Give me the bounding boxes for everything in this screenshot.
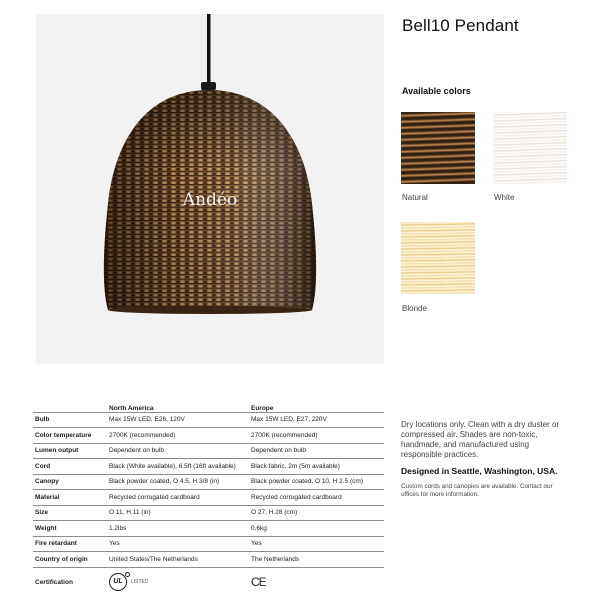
specifications-table [33, 398, 384, 597]
table-row [33, 443, 384, 459]
page-title: Bell10 Pendant [402, 16, 519, 35]
europe-value: The Netherlands [249, 552, 384, 568]
north-america-value: Black powder coated, O 4.5, H 3/8 (in) [107, 474, 249, 490]
table-row [33, 536, 384, 552]
europe-value: Recycled corrugated cardboard [249, 490, 384, 506]
europe-value: 2700K (recommended) [249, 428, 384, 444]
north-america-certification [107, 567, 249, 597]
north-america-value: Dependent on bulb [107, 443, 249, 459]
header-europe: Europe [251, 404, 274, 412]
row-label: Canopy [33, 474, 107, 490]
europe-value: Max 15W LED, E27, 220V [249, 412, 384, 428]
europe-certification [249, 567, 384, 597]
europe-value: Yes [249, 536, 384, 552]
row-label: Weight [33, 521, 107, 537]
table-row [33, 474, 384, 490]
north-america-value: Recycled corrugated cardboard [107, 490, 249, 506]
row-label: Material [33, 490, 107, 506]
table-row [33, 552, 384, 568]
row-label: Cord [33, 459, 107, 475]
north-america-value: 2700K (recommended) [107, 428, 249, 444]
row-label: Color temperature [33, 428, 107, 444]
row-label: Country of origin [33, 552, 107, 568]
north-america-value: United States/The Netherlands [107, 552, 249, 568]
row-label: Certification [35, 578, 73, 586]
ce-mark-icon: CE [251, 575, 266, 590]
header-label [33, 398, 107, 412]
pendant-lamp-image [36, 14, 384, 364]
swatch-label-white: White [494, 193, 515, 202]
europe-value: 0,6kg [249, 521, 384, 537]
swatch-label-blonde: Blonde [402, 304, 427, 313]
north-america-value: Max 15W LED, E26, 120V [107, 412, 249, 428]
swatch-label-natural: Natural [402, 193, 428, 202]
header-north-america: North America [109, 404, 154, 412]
europe-value: Black fabric, 2m (5m available) [249, 459, 384, 475]
table-row [33, 505, 384, 521]
north-america-value: Yes [107, 536, 249, 552]
pendant-cord [207, 14, 211, 86]
table-row [33, 459, 384, 475]
certification-row [33, 567, 384, 597]
north-america-value: 1,2lbs [107, 521, 249, 537]
table-row [33, 490, 384, 506]
care-note: Dry locations only. Clean with a dry duster or compressed air. Shades are non-toxic, handmade, and manufactured using responsible practices. [401, 420, 560, 459]
row-label: Size [33, 505, 107, 521]
product-notes [401, 420, 571, 499]
watermark: Andéo [182, 190, 238, 210]
row-label: Lumen output [33, 443, 107, 459]
available-colors-heading: Available colors [402, 86, 471, 96]
europe-value: Dependent on bulb [249, 443, 384, 459]
designed-in-note: Designed in Seattle, Washington, USA. [401, 466, 558, 476]
table-header-row [33, 398, 384, 412]
north-america-value: Black (White available), 6.5ft (16ft available) [107, 459, 249, 475]
row-label: Fire retardant [33, 536, 107, 552]
custom-note: Custom cords and canopies are available. Contact our offices for more information. [401, 482, 553, 498]
swatch-white[interactable] [493, 112, 567, 184]
product-photo [36, 14, 384, 364]
table-row [33, 521, 384, 537]
swatch-blonde[interactable] [401, 222, 475, 294]
ul-listed-text: LISTED [131, 579, 149, 586]
europe-value: Black powder coated, O 10, H 2.5 (cm) [249, 474, 384, 490]
swatch-natural[interactable] [401, 112, 475, 184]
north-america-value: O 11, H 11 (in) [107, 505, 249, 521]
table-row [33, 412, 384, 428]
europe-value: O 27, H 28 (cm) [249, 505, 384, 521]
row-label: Bulb [33, 412, 107, 428]
table-row [33, 428, 384, 444]
ul-listed-icon: UL [109, 573, 127, 591]
